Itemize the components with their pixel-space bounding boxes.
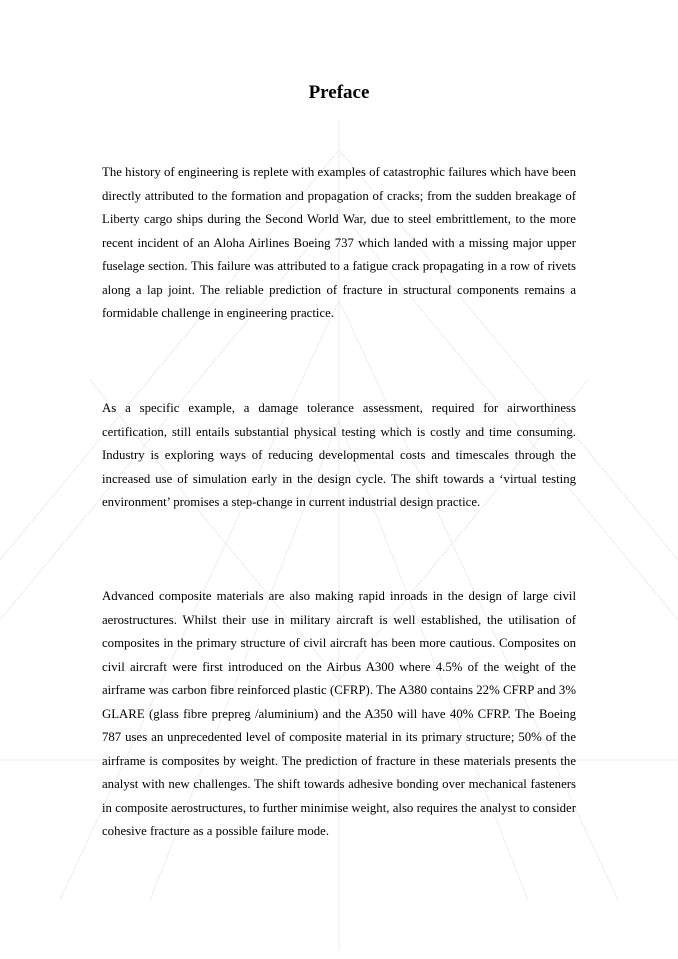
paragraph-history: The history of engineering is replete with examples of catastrophic failures which have been directly attributed to the formation and propagation of cracks; from the sudden breakage of Liberty cargo ships during the Second World War, due to steel embrittlement, to the more recent incident of an Aloha Airlines Boeing 737 which landed with a missing major upper fuselage section. This failure was attributed to a fatigue crack propagating in a row of rivets along a lap joint. The reliable prediction of fracture in structural components remains a formidable challenge in engineering practice. — [102, 165, 576, 320]
page-title: Preface — [308, 82, 370, 103]
paragraph-damage-tolerance: As a specific example, a damage tolerance assessment, required for airworthiness certification, still entails substantial physical testing which is costly and time consuming. Industry is exploring ways of reducing developmental costs and timescales through the increased use of simulation early in the design cycle. The shift towards a ‘virtual testing environment’ promises a step-change in current industrial design practice. — [102, 401, 576, 509]
paragraph-composites: Advanced composite materials are also making rapid inroads in the design of large civil aerostructures. Whilst their use in military aircraft is well established, the utilisation of composites in the primary structure of civil aircraft has been more cautious. Composites on civil aircraft were first introduced on the Airbus A300 where 4.5% of the weight of the airframe was carbon fibre reinforced plastic (CFRP). The A380 contains 22% CFRP and 3% GLARE (glass fibre prepreg /aluminium) and the A350 will have 40% CFRP. The Boeing 787 uses an unprecedented level of composite material in its primary structure; 50% of the airframe is composites by weight. The prediction of fracture in these materials presents the analyst with new challenges. The shift towards adhesive bonding over mechanical fasteners in composite aerostructures, to further minimise weight, also requires the analyst to consider cohesive fracture as a possible failure mode. — [102, 589, 576, 838]
